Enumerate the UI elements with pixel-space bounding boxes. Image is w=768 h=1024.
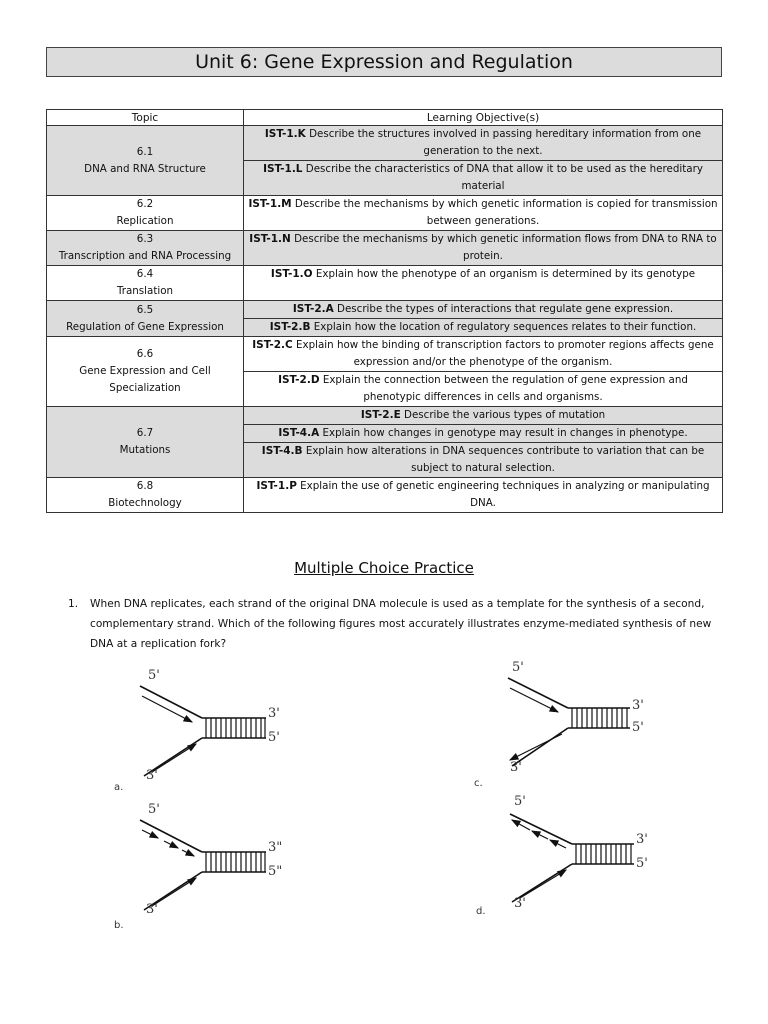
- question-number: 1.: [68, 598, 79, 610]
- option-label-d: d.: [476, 906, 486, 917]
- topic-number: 6.3: [136, 233, 154, 245]
- topic-number: 6.1: [136, 145, 154, 158]
- objective-code: IST-1.M: [248, 198, 292, 210]
- objective-text: Explain how the phenotype of an organism is determined by its genotype: [315, 268, 696, 280]
- objective-text: Explain how changes in genotype may result in changes in phenotype.: [322, 427, 688, 439]
- objective-cell: [244, 126, 723, 161]
- objective-text: Explain how alterations in DNA sequences contribute to variation that can be subject to natural selection.: [305, 445, 705, 474]
- objective-code: IST-2.D: [278, 374, 320, 386]
- header-topic: Topic: [47, 110, 244, 126]
- objective-cell: [244, 266, 723, 301]
- objective-code: IST-2.A: [292, 303, 334, 315]
- objective-cell: [244, 407, 723, 425]
- page-title: Unit 6: Gene Expression and Regulation: [46, 47, 722, 77]
- objective-code: IST-2.C: [252, 339, 293, 351]
- objective-text: Describe the mechanisms by which genetic information is copied for transmission between generations.: [294, 198, 718, 227]
- option-label-c: c.: [474, 778, 483, 789]
- strand-end-label: 3': [632, 698, 644, 713]
- topic-cell: [47, 231, 244, 266]
- figure-b: [130, 802, 300, 922]
- strand-end-label: 5': [512, 660, 524, 675]
- objective-cell: [244, 196, 723, 231]
- table-row: [47, 478, 723, 513]
- topic-name: Biotechnology: [108, 497, 182, 509]
- strand-end-label: 5': [636, 856, 648, 871]
- objective-code: IST-1.K: [264, 128, 306, 140]
- objective-text: Describe the types of interactions that regulate gene expression.: [337, 303, 674, 315]
- table-row: [47, 231, 723, 266]
- learning-objectives-table: [46, 109, 723, 513]
- objective-text: Describe the structures involved in passing hereditary information from one generation to the next.: [309, 128, 702, 157]
- topic-cell: [47, 407, 244, 478]
- topic-name: Gene Expression and Cell Specialization: [79, 365, 211, 394]
- strand-end-label: 5": [268, 864, 283, 879]
- objective-cell: [244, 372, 723, 407]
- topic-name: Translation: [116, 285, 174, 297]
- strand-end-label: 3': [146, 902, 158, 917]
- strand-end-label: 3': [514, 896, 526, 911]
- objective-code: IST-2.B: [269, 321, 311, 333]
- table-row: [47, 126, 723, 161]
- objective-cell: [244, 478, 723, 513]
- objective-code: IST-2.E: [360, 409, 401, 421]
- objective-text: Explain how the binding of transcription factors to promoter regions affects gene expression and/or the phenotype of the organism.: [295, 339, 714, 368]
- objective-code: IST-1.O: [270, 268, 313, 280]
- table-row: [47, 266, 723, 301]
- strand-end-label: 3': [636, 832, 648, 847]
- strand-end-label: 3': [268, 706, 280, 721]
- strand-end-label: 3": [268, 840, 283, 855]
- figure-c: [498, 660, 668, 780]
- strand-end-label: 5': [148, 802, 160, 817]
- question-text: When DNA replicates, each strand of the original DNA molecule is used as a template for the synthesis of a second, complementary strand. Which of the following figures most accurately illustrates enzyme-mediated synthesis of new DNA at a replication fork?: [90, 598, 712, 650]
- strand-end-label: 3': [510, 760, 522, 775]
- topic-cell: [47, 126, 244, 196]
- option-label-b: b.: [114, 920, 124, 931]
- topic-number: 6.2: [136, 198, 154, 210]
- section-title: Multiple Choice Practice: [294, 559, 474, 577]
- table-header-row: [47, 110, 723, 126]
- strand-end-label: 5': [268, 730, 280, 745]
- topic-cell: [47, 337, 244, 407]
- objective-cell: [244, 425, 723, 443]
- topic-name: Replication: [116, 215, 174, 227]
- strand-end-label: 5': [148, 668, 160, 683]
- objective-text: Describe the characteristics of DNA that allow it to be used as the hereditary material: [305, 163, 703, 192]
- header-objectives: Learning Objective(s): [244, 110, 723, 126]
- figure-d: [500, 792, 670, 917]
- objective-text: Explain the connection between the regulation of gene expression and phenotypic differences in cells and organisms.: [322, 374, 688, 403]
- topic-number: 6.7: [136, 427, 154, 439]
- objective-code: IST-1.N: [249, 233, 291, 245]
- table-row: [47, 301, 723, 319]
- topic-number: 6.8: [136, 480, 154, 492]
- objective-code: IST-1.P: [256, 480, 297, 492]
- topic-number: 6.5: [136, 303, 154, 316]
- objective-cell: [244, 337, 723, 372]
- objective-text: Explain how the location of regulatory sequences relates to their function.: [313, 321, 697, 333]
- strand-end-label: 5': [514, 794, 526, 809]
- strand-end-label: 3': [146, 768, 158, 783]
- topic-number: 6.4: [136, 268, 154, 280]
- topic-number: 6.6: [136, 348, 154, 360]
- objective-code: IST-1.L: [263, 163, 303, 175]
- topic-cell: [47, 266, 244, 301]
- objective-code: IST-4.A: [278, 427, 320, 439]
- table-row: [47, 407, 723, 425]
- objective-text: Explain the use of genetic engineering techniques in analyzing or manipulating DNA.: [300, 480, 710, 509]
- objective-cell: [244, 443, 723, 478]
- option-label-a: a.: [114, 782, 124, 793]
- topic-name: DNA and RNA Structure: [84, 162, 206, 175]
- question-1: [68, 594, 728, 654]
- objective-cell: [244, 301, 723, 319]
- table-row: [47, 337, 723, 372]
- topic-name: Mutations: [119, 444, 171, 456]
- objective-code: IST-4.B: [261, 445, 303, 457]
- table-row: [47, 196, 723, 231]
- topic-cell: [47, 478, 244, 513]
- topic-cell: [47, 301, 244, 337]
- objective-text: Describe the various types of mutation: [404, 409, 606, 421]
- topic-name: Regulation of Gene Expression: [66, 320, 224, 333]
- strand-end-label: 5': [632, 720, 644, 735]
- objective-text: Describe the mechanisms by which genetic information flows from DNA to RNA to protein.: [294, 233, 717, 262]
- objective-cell: [244, 319, 723, 337]
- topic-cell: [47, 196, 244, 231]
- objective-cell: [244, 231, 723, 266]
- topic-name: Transcription and RNA Processing: [58, 250, 232, 262]
- figure-a: [130, 668, 300, 788]
- objective-cell: [244, 161, 723, 196]
